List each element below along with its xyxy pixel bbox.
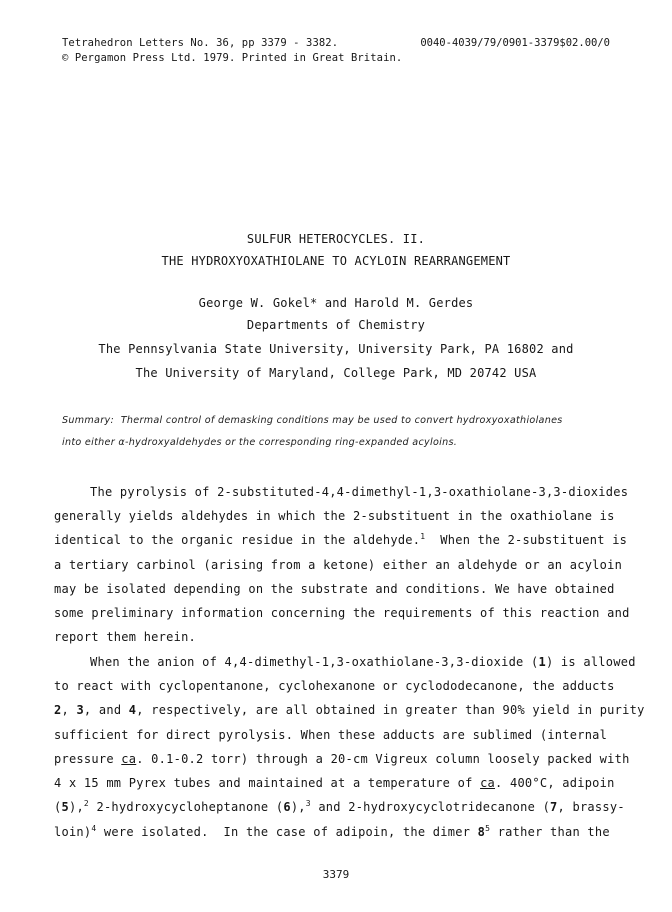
copyright-line: © Pergamon Press Ltd. 1979. Printed in Great Britain. <box>62 52 403 64</box>
p2-line-1a: When the anion of 4,4-dimethyl-1,3-oxathiolane-3,3-dioxide ( <box>90 655 539 669</box>
p2-line-5 <box>54 752 630 766</box>
compound-8: 8 <box>477 825 486 839</box>
p2-line-7 <box>54 800 625 814</box>
compound-3: 3 <box>76 703 84 717</box>
affiliation-line-2: The Pennsylvania State University, University Park, PA 16802 and <box>98 342 574 356</box>
p2-line-8b: were isolated. In the case of adipoin, the dimer <box>96 825 478 839</box>
title-line-2: THE HYDROXYOXATHIOLANE TO ACYLOIN REARRANGEMENT <box>161 254 511 268</box>
compound-6: 6 <box>283 800 291 814</box>
summary-line-1 <box>62 415 563 426</box>
authors: George W. Gokel* and Harold M. Gerdes <box>198 296 474 310</box>
journal-citation: Tetrahedron Letters No. 36, pp 3379 - 3382. <box>62 37 339 49</box>
p1-line-3 <box>54 533 627 547</box>
p2-line-7d: 2-hydroxycycloheptanone ( <box>89 800 284 814</box>
p1-line-4: a tertiary carbinol (arising from a ketone) either an aldehyde or an acyloin <box>54 558 623 572</box>
title-line-1: SULFUR HETEROCYCLES. II. <box>246 232 426 246</box>
summary-label: Summary: <box>62 415 114 426</box>
p2-line-4: sufficient for direct pyrolysis. When these adducts are sublimed (internal <box>54 728 608 742</box>
p2-line-5c: . 0.1-0.2 torr) through a 20-cm Vigreux column loosely packed with <box>136 752 630 766</box>
p1-line-1: The pyrolysis of 2-substituted-4,4-dimethyl-1,3-oxathiolane-3,3-dioxides <box>90 485 629 499</box>
p1-line-6: some preliminary information concerning the requirements of this reaction and <box>54 606 630 620</box>
p1-line-3a: identical to the organic residue in the aldehyde. <box>54 533 421 547</box>
running-header <box>62 36 402 66</box>
article-code: 0040-4039/79/0901-3379$02.00/0 <box>420 37 610 49</box>
circa-2: ca <box>480 776 496 790</box>
compound-2: 2 <box>54 703 62 717</box>
compound-1: 1 <box>538 655 546 669</box>
p2-line-7c: ), <box>68 800 84 814</box>
p2-line-5a: pressure <box>54 752 122 766</box>
p2-line-1 <box>90 655 636 669</box>
p2-line-6c: . 400°C, adipoin <box>495 776 615 790</box>
p1-line-2: generally yields aldehydes in which the 2-substituent in the oxathiolane is <box>54 509 615 523</box>
p2-line-8a: loin) <box>54 825 92 839</box>
p2-line-7g: and 2-hydroxycyclotridecanone ( <box>310 800 551 814</box>
compound-4: 4 <box>128 703 137 717</box>
compound-7: 7 <box>550 800 558 814</box>
ref-4: 4 <box>91 824 97 833</box>
affiliation-line-1: Departments of Chemistry <box>246 318 426 332</box>
p2-line-6 <box>54 776 615 790</box>
p2-sep-2: , and <box>83 703 129 717</box>
summary-line-2: into either α-hydroxyaldehydes or the corresponding ring-expanded acyloins. <box>62 437 458 448</box>
ref-1: 1 <box>420 532 426 541</box>
p2-line-8 <box>54 825 610 839</box>
ref-5: 5 <box>485 824 491 833</box>
ref-3: 3 <box>305 799 311 808</box>
p2-line-3 <box>54 703 645 717</box>
p2-line-7i: , brassy- <box>557 800 625 814</box>
circa-1: ca <box>121 752 137 766</box>
p2-line-7f: ), <box>290 800 306 814</box>
p2-line-6a: 4 x 15 mm Pyrex tubes and maintained at a temperature of <box>54 776 481 790</box>
page-number: 3379 <box>322 868 350 881</box>
affiliation-line-3: The University of Maryland, College Park, MD 20742 USA <box>135 366 537 380</box>
p1-line-7: report them herein. <box>54 630 197 644</box>
p1-line-5: may be isolated depending on the substrate and conditions. We have obtained <box>54 582 615 596</box>
p2-line-7a: ( <box>54 800 62 814</box>
ref-2: 2 <box>83 799 89 808</box>
p1-line-3b: When the 2-substituent is <box>425 533 628 547</box>
p2-line-2: to react with cyclopentanone, cyclohexanone or cyclododecanone, the adducts <box>54 679 615 693</box>
p2-line-8d: rather than the <box>490 825 610 839</box>
p2-line-3f: , respectively, are all obtained in greater than 90% yield in purity <box>136 703 645 717</box>
p2-sep-1: , <box>61 703 77 717</box>
summary-text-1: Thermal control of demasking conditions may be used to convert hydroxyoxathiolanes <box>120 415 563 426</box>
compound-5: 5 <box>61 800 69 814</box>
p2-line-1c: ) is allowed <box>545 655 636 669</box>
